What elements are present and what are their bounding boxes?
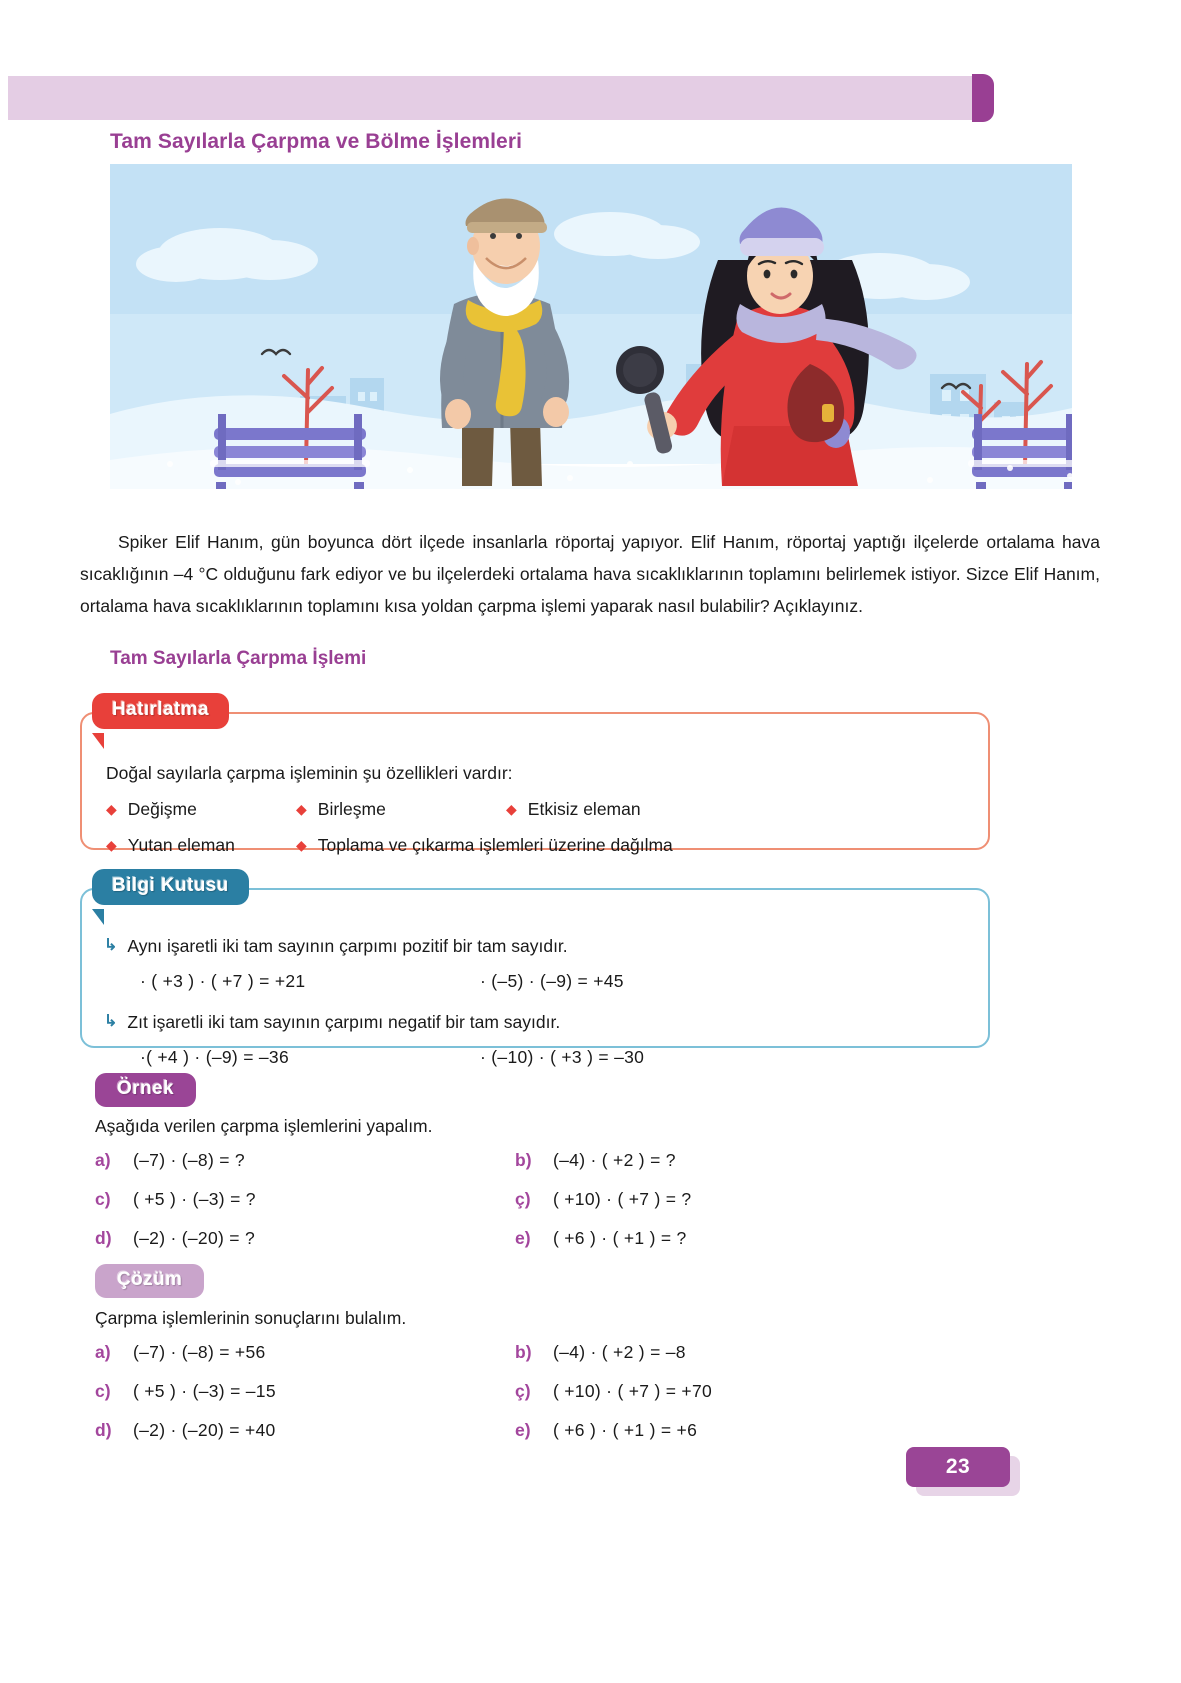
lesson-illustration [110, 164, 1072, 489]
reminder-row-2 [106, 830, 964, 860]
example-item-expression: (–2) · (–20) = ? [133, 1228, 256, 1248]
solution-item-expression: (–2) · (–20) = +40 [133, 1420, 276, 1440]
reminder-body [82, 714, 988, 878]
reminder-item-label: Toplama ve çıkarma işlemleri üzerine dağılma [317, 835, 673, 855]
example-item-expression: (–7) · (–8) = ? [133, 1150, 245, 1170]
reminder-item-label: Yutan eleman [127, 835, 235, 855]
example-item-expression: ( +6 ) · ( +1 ) = ? [553, 1228, 687, 1248]
solution-item-label: e) [515, 1420, 531, 1440]
solution-item-a [95, 1342, 515, 1363]
solution-item-label: b) [515, 1342, 532, 1362]
info-rule-text: Zıt işaretli iki tam sayının çarpımı negatif bir tam sayıdır. [127, 1012, 561, 1032]
info-rule-text: Aynı işaretli iki tam sayının çarpımı pozitif bir tam sayıdır. [127, 936, 568, 956]
example-item-label: c) [95, 1189, 111, 1209]
diamond-bullet-icon: ◆ [296, 837, 307, 853]
solution-item-label: a) [95, 1342, 111, 1362]
solution-item-expression: ( +10) · ( +7 ) = +70 [553, 1381, 713, 1401]
example-item-label: d) [95, 1228, 112, 1248]
reminder-item-dagilma [296, 830, 673, 860]
reminder-tab-label: Hatırlatma [92, 693, 229, 729]
reminder-item-label: Birleşme [317, 799, 386, 819]
page-number-badge: 23 [906, 1447, 1010, 1487]
reminder-item-yutan-eleman [106, 830, 296, 860]
reminder-item-birlesme [296, 794, 506, 824]
solution-item-b [515, 1342, 686, 1363]
info-tab-label: Bilgi Kutusu [92, 869, 249, 905]
solution-row [95, 1381, 995, 1420]
info-equation: ·( +4 ) · (–9) = –36 [140, 1047, 289, 1067]
section-subtitle: Tam Sayılarla Çarpma İşlemi [110, 648, 367, 669]
example-row [95, 1228, 995, 1267]
solution-item-c [95, 1381, 515, 1402]
reminder-lead: Doğal sayılarla çarpma işleminin şu özellikleri vardır: [106, 763, 513, 783]
reminder-row-1 [106, 794, 964, 824]
reminder-item-etkisiz-eleman [506, 794, 641, 824]
example-item-c-cedilla [515, 1189, 691, 1210]
solution-item-expression: (–7) · (–8) = +56 [133, 1342, 266, 1362]
diamond-bullet-icon: ◆ [506, 801, 517, 817]
info-equation: · (–10) · ( +3 ) = –30 [480, 1047, 645, 1067]
example-item-label: a) [95, 1150, 111, 1170]
solution-row [95, 1342, 995, 1381]
example-item-expression: ( +5 ) · (–3) = ? [133, 1189, 256, 1209]
solution-pill-label: Çözüm [95, 1264, 204, 1298]
example-list [95, 1150, 995, 1267]
example-item-label: e) [515, 1228, 531, 1248]
reminder-item-label: Etkisiz eleman [527, 799, 641, 819]
reminder-box [80, 699, 990, 855]
info-rule-2 [104, 1008, 964, 1036]
solution-item-label: ç) [515, 1381, 531, 1401]
info-rule-1-examples [140, 966, 964, 996]
example-item-a [95, 1150, 515, 1171]
solution-list [95, 1342, 995, 1459]
header-band-fill [8, 76, 983, 120]
example-item-label: ç) [515, 1189, 531, 1209]
diamond-bullet-icon: ◆ [296, 801, 307, 817]
example-item-e [515, 1228, 687, 1249]
page-title: Tam Sayılarla Çarpma ve Bölme İşlemleri [110, 130, 523, 153]
solution-item-expression: ( +5 ) · (–3) = –15 [133, 1381, 276, 1401]
info-body [82, 890, 988, 1090]
example-item-label: b) [515, 1150, 532, 1170]
solution-item-label: c) [95, 1381, 111, 1401]
solution-item-expression: ( +6 ) · ( +1 ) = +6 [553, 1420, 698, 1440]
reminder-tab-pointer [92, 733, 104, 749]
reminder-item-label: Değişme [127, 799, 197, 819]
solution-item-expression: (–4) · ( +2 ) = –8 [553, 1342, 686, 1362]
diamond-bullet-icon: ◆ [106, 837, 117, 853]
solution-item-label: d) [95, 1420, 112, 1440]
info-rule-1 [104, 932, 964, 960]
example-item-b [515, 1150, 676, 1171]
example-item-c [95, 1189, 515, 1210]
info-equation: · ( +3 ) · ( +7 ) = +21 [140, 971, 306, 991]
intro-paragraph: Spiker Elif Hanım, gün boyunca dört ilçede insanlarla röportaj yapıyor. Elif Hanım, röportaj yaptığı ilçelerde ortalama hava sıcaklığının –4 °C olduğunu fark ediyor ve bu ilçelerdeki ortalama hava sıcaklıklarının toplamını belirlemek istiyor. Sizce Elif Hanım, ortalama hava sıcaklıklarının toplamını kısa yoldan çarpma işlemi yaparak nasıl bulabilir? Açıklayınız. [80, 531, 1100, 616]
info-equation: · (–5) · (–9) = +45 [480, 971, 624, 991]
solution-item-d [95, 1420, 515, 1441]
reminder-item-degisme [106, 794, 296, 824]
example-row [95, 1189, 995, 1228]
example-row [95, 1150, 995, 1189]
info-box [80, 875, 990, 1067]
solution-lead: Çarpma işlemlerinin sonuçlarını bulalım. [95, 1308, 407, 1328]
example-item-d [95, 1228, 515, 1249]
solution-row [95, 1420, 995, 1459]
info-rule-2-examples [140, 1042, 964, 1072]
example-lead: Aşağıda verilen çarpma işlemlerini yapalım. [95, 1116, 433, 1136]
example-item-expression: (–4) · ( +2 ) = ? [553, 1150, 676, 1170]
solution-item-e [515, 1420, 697, 1441]
pin-marker-icon: ↳ [104, 1013, 118, 1030]
info-tab-pointer [92, 909, 104, 925]
pin-marker-icon: ↳ [104, 937, 118, 954]
example-item-expression: ( +10) · ( +7 ) = ? [553, 1189, 692, 1209]
page-header-band [0, 76, 1181, 120]
example-pill-label: Örnek [95, 1073, 196, 1107]
solution-item-c-cedilla [515, 1381, 712, 1402]
diamond-bullet-icon: ◆ [106, 801, 117, 817]
header-band-tab [972, 74, 994, 122]
